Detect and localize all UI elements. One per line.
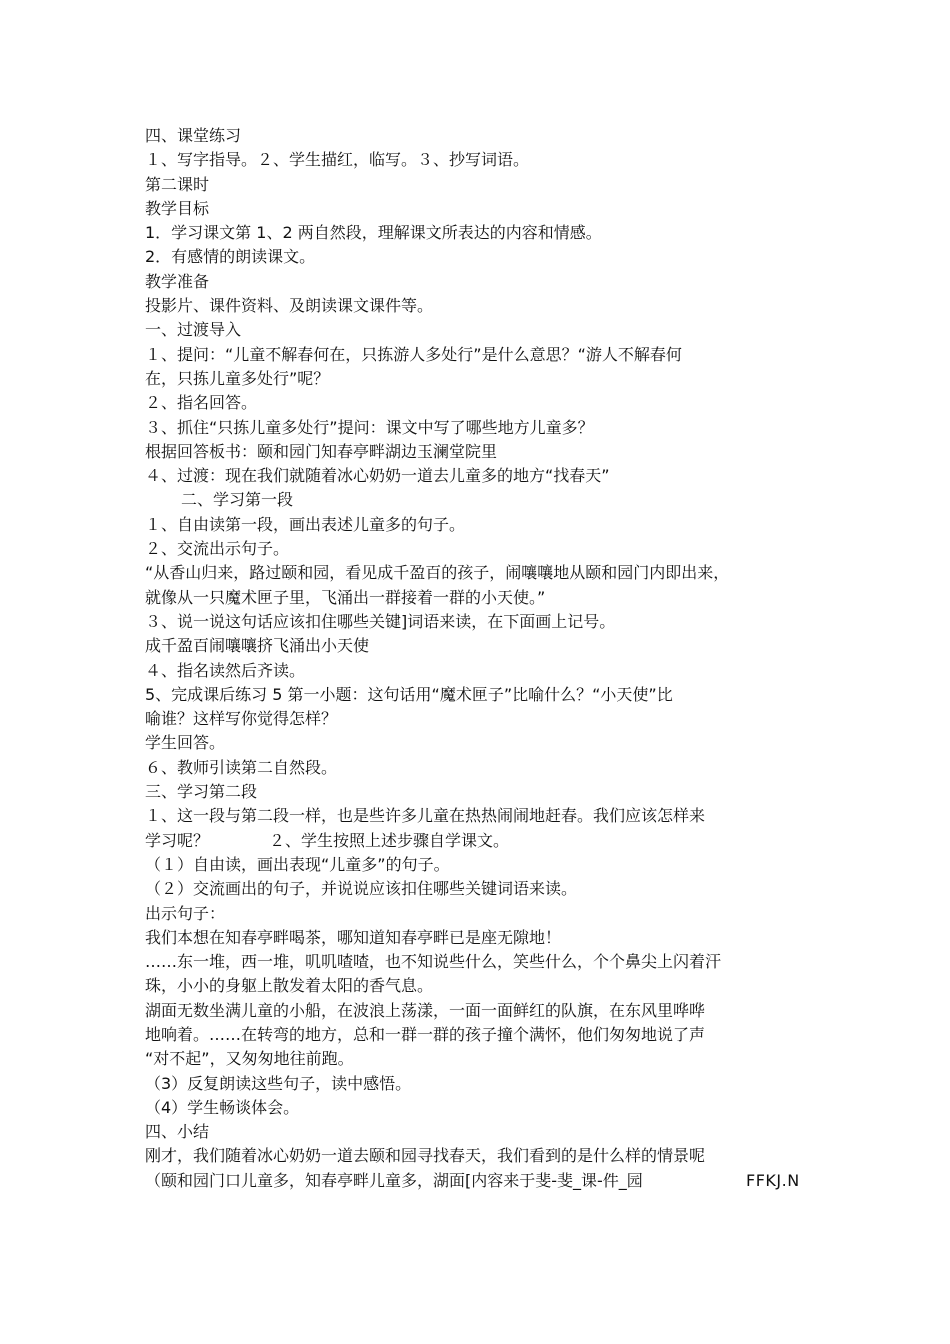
quote-line: 地响着。……在转弯的地方，总和一群一群的孩子撞个满怀，他们匆匆地说了声 xyxy=(145,1024,706,1044)
lesson-heading: 第二课时 xyxy=(145,174,210,194)
quote-line: ……东一堆，西一堆，叽叽喳喳，也不知说些什么，笑些什么，个个鼻尖上闪着汗 xyxy=(145,952,722,972)
document-page xyxy=(145,124,825,1193)
text-line xyxy=(145,1169,825,1193)
text-line: 学生回答。 xyxy=(145,733,226,753)
text-line: ２、指名回答。 xyxy=(145,393,258,413)
text-line: ２、交流出示句子。 xyxy=(145,539,290,559)
text-line: 成千盈百闹嚷嚷挤飞涌出小天使 xyxy=(145,636,370,656)
quote-line: “对不起”，又匆匆地往前跑。 xyxy=(145,1049,354,1069)
quote-line: “从香山归来，路过颐和园，看见成千盈百的孩子，闹嚷嚷地从颐和园门内即出来， xyxy=(145,563,730,583)
text-line: ４、过渡：现在我们就随着冰心奶奶一道去儿童多的地方“找春天” xyxy=(145,466,610,486)
quote-line: 珠，小小的身躯上散发着太阳的香气息。 xyxy=(145,976,434,996)
text-line: （4）学生畅谈体会。 xyxy=(145,1097,300,1117)
text-line: 喻谁？这样写你觉得怎样？ xyxy=(145,709,338,729)
text-line: ４、指名读然后齐读。 xyxy=(145,660,306,680)
text-line: 刚才，我们随着冰心奶奶一道去颐和园寻找春天，我们看到的是什么样的情景呢 xyxy=(145,1146,706,1166)
quote-line: 我们本想在知春亭畔喝茶，哪知道知春亭畔已是座无隙地！ xyxy=(145,927,562,947)
watermark-text: FFKJ.N xyxy=(746,1170,800,1190)
text-line: 出示句子： xyxy=(145,903,226,923)
text-line: １、写字指导。２、学生描红，临写。３、抄写词语。 xyxy=(145,150,530,170)
section-heading: 四、课堂练习 xyxy=(145,126,242,145)
section-heading: 二、学习第一段 xyxy=(181,490,294,510)
text-line: １、这一段与第二段一样，也是些许多儿童在热热闹闹地赶春。我们应该怎样来 xyxy=(145,806,706,826)
text-line: ６、教师引读第二自然段。 xyxy=(145,757,338,777)
text-line: 根据回答板书：颐和园门知春亭畔湖边玉澜堂院里 xyxy=(145,441,498,461)
text-fragment: （颐和园门口儿童多，知春亭畔儿童多，湖面[内容来于斐-斐_课-件_园 xyxy=(145,1170,643,1190)
section-heading: 四、小结 xyxy=(145,1122,210,1142)
text-line xyxy=(145,829,825,853)
text-line: ３、抓住“只拣儿童多处行”提问：课文中写了哪些地方儿童多？ xyxy=(145,417,594,437)
quote-line: 湖面无数坐满儿童的小船，在波浪上荡漾，一面一面鲜红的队旗，在东风里哗哗 xyxy=(145,1000,706,1020)
text-line: （１）自由读，画出表现“儿童多”的句子。 xyxy=(145,854,450,874)
text-line: 投影片、课件资料、及朗读课文课件等。 xyxy=(145,296,434,316)
text-line: （２）交流画出的句子，并说说应该扣住哪些关键词语来读。 xyxy=(145,879,578,899)
text-line: 1．学习课文第 1、2 两自然段，理解课文所表达的内容和情感。 xyxy=(145,223,602,243)
text-line: 2．有感情的朗读课文。 xyxy=(145,247,316,267)
text-line: ３、说一说这句话应该扣住哪些关键]词语来读，在下面画上记号。 xyxy=(145,611,616,631)
text-line: 5、完成课后练习 5 第一小题：这句话用“魔术匣子”比喻什么？“小天使”比 xyxy=(145,684,673,704)
text-line: １、自由读第一段，画出表述儿童多的句子。 xyxy=(145,514,466,534)
text-line: １、提问：“儿童不解春何在，只拣游人多处行”是什么意思？“游人不解春何 xyxy=(145,344,682,364)
section-heading: 三、学习第二段 xyxy=(145,782,258,802)
text-fragment: ２、学生按照上述步骤自学课文。 xyxy=(269,830,510,850)
section-heading: 教学准备 xyxy=(145,271,210,291)
text-fragment: 学习呢？ xyxy=(145,830,210,850)
text-line: （3）反复朗读这些句子，读中感悟。 xyxy=(145,1073,412,1093)
text-line: 在，只拣儿童多处行”呢？ xyxy=(145,368,330,388)
section-heading: 一、过渡导入 xyxy=(145,320,242,340)
section-heading: 教学目标 xyxy=(145,198,210,218)
quote-line: 就像从一只魔术匣子里，飞涌出一群接着一群的小天使。” xyxy=(145,587,546,607)
